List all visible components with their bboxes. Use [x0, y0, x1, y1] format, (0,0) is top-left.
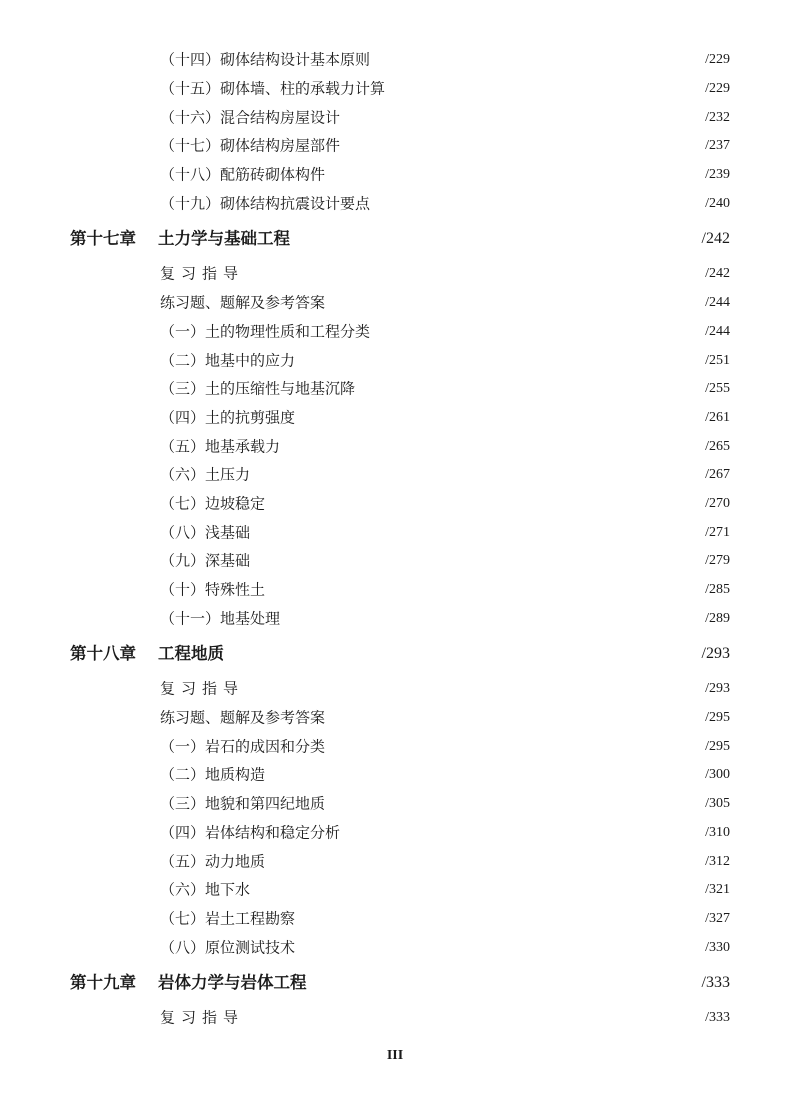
- toc-entry: [0, 905, 790, 934]
- toc-page-ref: /327: [705, 910, 730, 926]
- toc-entry: [0, 132, 790, 161]
- toc-entry: [0, 346, 790, 375]
- toc-entry: [0, 547, 790, 576]
- toc-entry-title: 复习指导: [160, 1008, 245, 1027]
- toc-entry: [0, 318, 790, 347]
- toc-page-ref: /295: [705, 738, 730, 754]
- toc-entry-title: （十七）砌体结构房屋部件: [160, 136, 341, 155]
- toc-entry-title: （二）地基中的应力: [160, 351, 296, 370]
- toc-entry-title: （十四）砌体结构设计基本原则: [160, 50, 371, 69]
- toc-page-ref: /310: [705, 824, 730, 840]
- toc-entry-title: （十九）砌体结构抗震设计要点: [160, 194, 371, 213]
- chapter-heading: [0, 962, 790, 1004]
- toc-entry-title: （四）土的抗剪强度: [160, 408, 296, 427]
- chapter-number: 第十七章: [70, 228, 136, 248]
- toc-entry-title: 复习指导: [160, 679, 245, 698]
- toc-page-ref: /300: [705, 767, 730, 783]
- toc-page-ref: /239: [705, 167, 730, 183]
- toc-entry: [0, 847, 790, 876]
- toc-entry: [0, 761, 790, 790]
- toc-entry: [0, 604, 790, 633]
- toc-entry-title: （八）原位测试技术: [160, 938, 296, 957]
- toc-page-ref: /333: [701, 973, 730, 991]
- toc-page-ref: /261: [705, 409, 730, 425]
- toc-entry: [0, 790, 790, 819]
- toc-entry: [0, 404, 790, 433]
- toc-entry-title: （七）岩土工程勘察: [160, 909, 296, 928]
- page-number: III: [386, 1048, 404, 1063]
- chapter-number: 第十九章: [70, 972, 136, 992]
- toc-page-ref: /240: [705, 195, 730, 211]
- toc-entry-title: （十六）混合结构房屋设计: [160, 108, 341, 127]
- toc-entry-title: （一）土的物理性质和工程分类: [160, 322, 371, 341]
- toc-page-ref: /242: [705, 266, 730, 282]
- table-of-contents: [0, 46, 790, 1033]
- toc-page-ref: /232: [705, 109, 730, 125]
- chapter-title: [70, 643, 224, 663]
- toc-entry-title: （十一）地基处理: [160, 609, 281, 628]
- chapter-title: [70, 228, 290, 248]
- toc-page-ref: /305: [705, 796, 730, 812]
- toc-page-ref: /267: [705, 467, 730, 483]
- toc-entry-title: （三）土的压缩性与地基沉降: [160, 379, 356, 398]
- toc-entry-title: （九）深基础: [160, 551, 251, 570]
- toc-page-ref: /312: [705, 853, 730, 869]
- toc-entry-title: （七）边坡稳定: [160, 494, 266, 513]
- toc-entry-title: 复习指导: [160, 264, 245, 283]
- toc-entry: [0, 933, 790, 962]
- toc-entry-title: （六）地下水: [160, 880, 251, 899]
- toc-entry: [0, 432, 790, 461]
- toc-entry: [0, 819, 790, 848]
- toc-entry: [0, 876, 790, 905]
- chapter-number: 第十八章: [70, 643, 136, 663]
- toc-entry-title: （五）地基承载力: [160, 437, 281, 456]
- toc-entry-title: 练习题、题解及参考答案: [160, 708, 326, 727]
- toc-entry: [0, 704, 790, 733]
- toc-page-ref: /270: [705, 495, 730, 511]
- toc-page-ref: /237: [705, 138, 730, 154]
- toc-page-ref: /229: [705, 52, 730, 68]
- toc-entry-title: （一）岩石的成因和分类: [160, 737, 326, 756]
- toc-entry: [0, 461, 790, 490]
- chapter-name: 工程地质: [158, 643, 224, 663]
- toc-entry: [0, 260, 790, 289]
- toc-entry: [0, 675, 790, 704]
- toc-page-ref: /333: [705, 1010, 730, 1026]
- toc-entry: [0, 103, 790, 132]
- toc-entry: [0, 490, 790, 519]
- chapter-heading: [0, 633, 790, 675]
- toc-page-ref: /330: [705, 939, 730, 955]
- chapter-heading: [0, 218, 790, 260]
- toc-page-ref: /251: [705, 352, 730, 368]
- toc-page-ref: /244: [705, 323, 730, 339]
- toc-entry: [0, 189, 790, 218]
- chapter-name: 土力学与基础工程: [158, 228, 290, 248]
- toc-entry-title: （八）浅基础: [160, 523, 251, 542]
- toc-page-ref: /321: [705, 882, 730, 898]
- toc-entry-title: （二）地质构造: [160, 765, 266, 784]
- toc-entry: [0, 75, 790, 104]
- toc-entry-title: 练习题、题解及参考答案: [160, 293, 326, 312]
- toc-entry: [0, 46, 790, 75]
- toc-entry-title: （四）岩体结构和稳定分析: [160, 823, 341, 842]
- toc-page-ref: /295: [705, 710, 730, 726]
- toc-page-ref: /285: [705, 582, 730, 598]
- toc-entry: [0, 375, 790, 404]
- toc-entry-title: （十五）砌体墙、柱的承载力计算: [160, 79, 386, 98]
- toc-entry: [0, 289, 790, 318]
- toc-page-ref: /242: [701, 230, 730, 248]
- toc-page-ref: /265: [705, 438, 730, 454]
- toc-entry-title: （十）特殊性土: [160, 580, 266, 599]
- toc-entry: [0, 161, 790, 190]
- toc-entry: [0, 576, 790, 605]
- toc-entry: [0, 1004, 790, 1033]
- toc-entry: [0, 732, 790, 761]
- toc-page-ref: /289: [705, 610, 730, 626]
- toc-page-ref: /255: [705, 381, 730, 397]
- toc-entry-title: （六）土压力: [160, 465, 251, 484]
- toc-page-ref: /229: [705, 81, 730, 97]
- toc-page-ref: /279: [705, 553, 730, 569]
- toc-entry-title: （五）动力地质: [160, 852, 266, 871]
- toc-entry-title: （十八）配筋砖砌体构件: [160, 165, 326, 184]
- chapter-name: 岩体力学与岩体工程: [158, 972, 307, 992]
- toc-page-ref: /293: [701, 645, 730, 663]
- toc-entry-title: （三）地貌和第四纪地质: [160, 794, 326, 813]
- toc-page-ref: /293: [705, 681, 730, 697]
- toc-entry: [0, 518, 790, 547]
- toc-page-ref: /244: [705, 295, 730, 311]
- toc-page-ref: /271: [705, 524, 730, 540]
- chapter-title: [70, 972, 307, 992]
